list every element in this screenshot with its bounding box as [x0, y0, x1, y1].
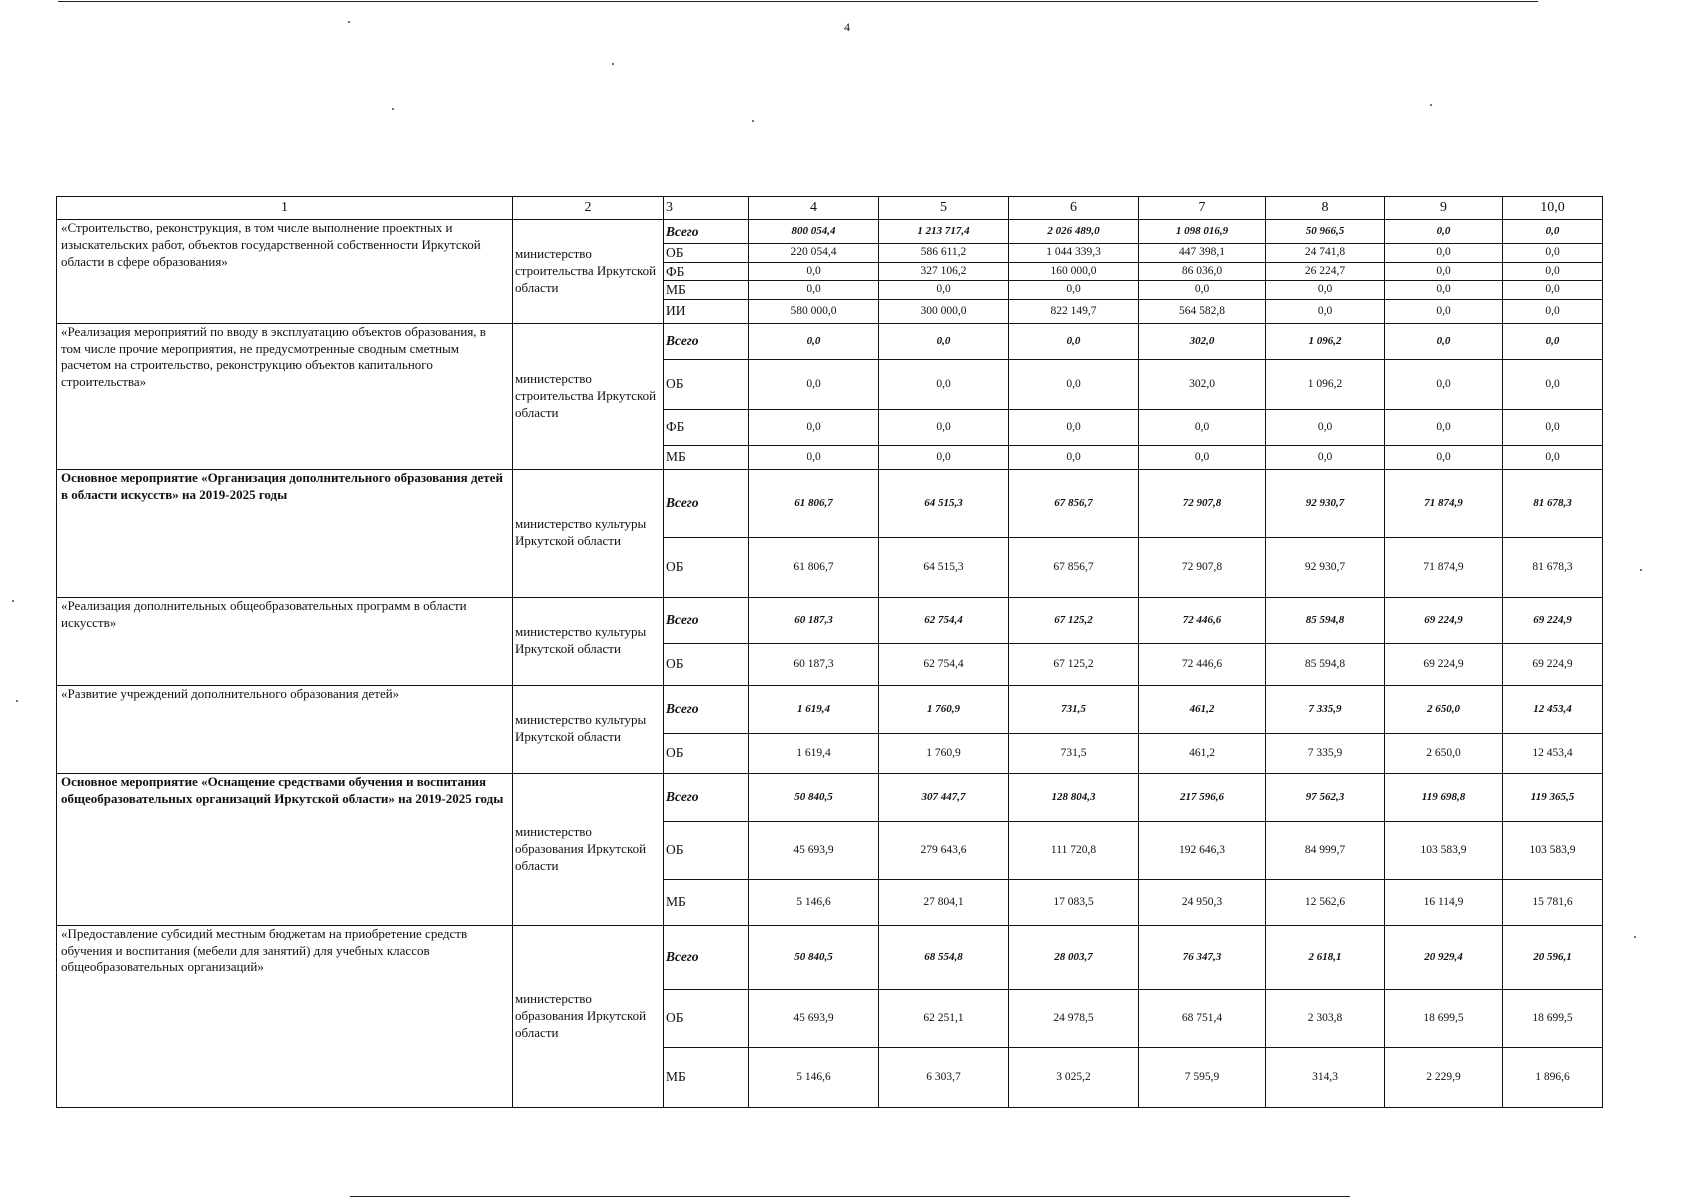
- amount-cell: 0,0: [879, 409, 1009, 445]
- amount-cell: 0,0: [1503, 359, 1603, 409]
- amount-cell: 26 224,7: [1266, 262, 1385, 281]
- amount-cell: 1 098 016,9: [1139, 220, 1266, 244]
- amount-cell: 2 618,1: [1266, 925, 1385, 989]
- responsible-org: министерство строительства Иркутской области: [513, 220, 664, 324]
- column-header: 9: [1385, 197, 1503, 220]
- amount-cell: 1 619,4: [749, 733, 879, 773]
- responsible-org: министерство культуры Иркутской области: [513, 597, 664, 685]
- amount-cell: 1 213 717,4: [879, 220, 1009, 244]
- amount-cell: 0,0: [749, 323, 879, 359]
- funding-source: Всего: [664, 925, 749, 989]
- responsible-org: министерство строительства Иркутской области: [513, 323, 664, 469]
- amount-cell: 81 678,3: [1503, 469, 1603, 537]
- amount-cell: 68 751,4: [1139, 989, 1266, 1047]
- amount-cell: 0,0: [749, 409, 879, 445]
- scan-speck: [1634, 936, 1636, 938]
- amount-cell: 3 025,2: [1009, 1047, 1139, 1107]
- activity-name: «Реализация мероприятий по вводу в эксплуатацию объектов образования, в том числе прочие мероприятия, не предусмотренные сводным сметным расчетом на строительство, реконструкцию объектов капитального строительства»: [57, 323, 513, 469]
- amount-cell: 72 446,6: [1139, 597, 1266, 643]
- scan-speck: [12, 600, 14, 602]
- amount-cell: 67 856,7: [1009, 537, 1139, 597]
- funding-source: ФБ: [664, 409, 749, 445]
- amount-cell: 447 398,1: [1139, 244, 1266, 263]
- funding-source: Всего: [664, 220, 749, 244]
- amount-cell: 1 760,9: [879, 685, 1009, 733]
- amount-cell: 12 453,4: [1503, 733, 1603, 773]
- amount-cell: 50 966,5: [1266, 220, 1385, 244]
- amount-cell: 86 036,0: [1139, 262, 1266, 281]
- funding-source: Всего: [664, 323, 749, 359]
- column-header: 8: [1266, 197, 1385, 220]
- amount-cell: 0,0: [1503, 409, 1603, 445]
- amount-cell: 28 003,7: [1009, 925, 1139, 989]
- table-row: [57, 220, 1603, 244]
- amount-cell: 2 650,0: [1385, 733, 1503, 773]
- amount-cell: 0,0: [749, 262, 879, 281]
- column-header: 10,0: [1503, 197, 1603, 220]
- amount-cell: 60 187,3: [749, 597, 879, 643]
- amount-cell: 7 335,9: [1266, 685, 1385, 733]
- budget-table: [56, 196, 1603, 1108]
- amount-cell: 18 699,5: [1503, 989, 1603, 1047]
- table-row: [57, 469, 1603, 537]
- funding-source: ИИ: [664, 299, 749, 323]
- amount-cell: 302,0: [1139, 359, 1266, 409]
- amount-cell: 2 650,0: [1385, 685, 1503, 733]
- funding-source: МБ: [664, 1047, 749, 1107]
- amount-cell: 6 303,7: [879, 1047, 1009, 1107]
- responsible-org: министерство культуры Иркутской области: [513, 469, 664, 597]
- amount-cell: 0,0: [1385, 409, 1503, 445]
- amount-cell: 61 806,7: [749, 469, 879, 537]
- amount-cell: 69 224,9: [1503, 597, 1603, 643]
- amount-cell: 0,0: [1009, 359, 1139, 409]
- amount-cell: 0,0: [1266, 445, 1385, 469]
- amount-cell: 0,0: [1385, 281, 1503, 300]
- table-row: [57, 685, 1603, 733]
- amount-cell: 580 000,0: [749, 299, 879, 323]
- amount-cell: 0,0: [879, 445, 1009, 469]
- amount-cell: 0,0: [1139, 445, 1266, 469]
- amount-cell: 7 595,9: [1139, 1047, 1266, 1107]
- amount-cell: 64 515,3: [879, 469, 1009, 537]
- column-header: 6: [1009, 197, 1139, 220]
- amount-cell: 62 754,4: [879, 643, 1009, 685]
- amount-cell: 84 999,7: [1266, 821, 1385, 879]
- funding-source: МБ: [664, 281, 749, 300]
- funding-source: ОБ: [664, 359, 749, 409]
- funding-source: ОБ: [664, 537, 749, 597]
- amount-cell: 0,0: [879, 359, 1009, 409]
- amount-cell: 0,0: [749, 281, 879, 300]
- column-header: 2: [513, 197, 664, 220]
- scan-border-top: [58, 1, 1538, 2]
- amount-cell: 461,2: [1139, 685, 1266, 733]
- column-header: 1: [57, 197, 513, 220]
- amount-cell: 1 896,6: [1503, 1047, 1603, 1107]
- amount-cell: 300 000,0: [879, 299, 1009, 323]
- amount-cell: 119 365,5: [1503, 773, 1603, 821]
- amount-cell: 5 146,6: [749, 879, 879, 925]
- table-row: [57, 323, 1603, 359]
- amount-cell: 0,0: [1385, 445, 1503, 469]
- page-number: 4: [844, 20, 850, 34]
- activity-name: «Предоставление субсидий местным бюджетам на приобретение средств обучения и воспитания (мебели для занятий) для учебных классов общеобразовательных организаций»: [57, 925, 513, 1107]
- funding-source: ФБ: [664, 262, 749, 281]
- amount-cell: 24 978,5: [1009, 989, 1139, 1047]
- responsible-org: министерство образования Иркутской области: [513, 925, 664, 1107]
- amount-cell: 0,0: [749, 445, 879, 469]
- table-row: [57, 925, 1603, 989]
- amount-cell: 69 224,9: [1503, 643, 1603, 685]
- amount-cell: 0,0: [1503, 445, 1603, 469]
- amount-cell: 62 754,4: [879, 597, 1009, 643]
- amount-cell: 2 229,9: [1385, 1047, 1503, 1107]
- amount-cell: 24 741,8: [1266, 244, 1385, 263]
- amount-cell: 279 643,6: [879, 821, 1009, 879]
- scan-border-bottom: [350, 1196, 1350, 1197]
- amount-cell: 67 125,2: [1009, 597, 1139, 643]
- amount-cell: 128 804,3: [1009, 773, 1139, 821]
- funding-source: Всего: [664, 685, 749, 733]
- amount-cell: 92 930,7: [1266, 469, 1385, 537]
- funding-source: МБ: [664, 445, 749, 469]
- amount-cell: 72 907,8: [1139, 537, 1266, 597]
- amount-cell: 45 693,9: [749, 989, 879, 1047]
- amount-cell: 67 856,7: [1009, 469, 1139, 537]
- scan-speck: [1640, 569, 1642, 571]
- amount-cell: 50 840,5: [749, 925, 879, 989]
- amount-cell: 76 347,3: [1139, 925, 1266, 989]
- activity-name: «Развитие учреждений дополнительного образования детей»: [57, 685, 513, 773]
- activity-name: Основное мероприятие «Оснащение средствами обучения и воспитания общеобразовательных организаций Иркутской области» на 2019-2025 годы: [57, 773, 513, 925]
- amount-cell: 5 146,6: [749, 1047, 879, 1107]
- amount-cell: 16 114,9: [1385, 879, 1503, 925]
- amount-cell: 27 804,1: [879, 879, 1009, 925]
- amount-cell: 800 054,4: [749, 220, 879, 244]
- amount-cell: 20 596,1: [1503, 925, 1603, 989]
- column-header: 3: [664, 197, 749, 220]
- amount-cell: 0,0: [1503, 244, 1603, 263]
- amount-cell: 731,5: [1009, 733, 1139, 773]
- amount-cell: 68 554,8: [879, 925, 1009, 989]
- funding-source: ОБ: [664, 733, 749, 773]
- amount-cell: 18 699,5: [1385, 989, 1503, 1047]
- amount-cell: 1 096,2: [1266, 359, 1385, 409]
- amount-cell: 0,0: [1009, 281, 1139, 300]
- amount-cell: 0,0: [1385, 299, 1503, 323]
- amount-cell: 103 583,9: [1503, 821, 1603, 879]
- funding-source: ОБ: [664, 643, 749, 685]
- amount-cell: 12 453,4: [1503, 685, 1603, 733]
- funding-source: ОБ: [664, 821, 749, 879]
- column-header: 5: [879, 197, 1009, 220]
- amount-cell: 97 562,3: [1266, 773, 1385, 821]
- scan-speck: [348, 21, 350, 23]
- amount-cell: 0,0: [1503, 281, 1603, 300]
- amount-cell: 85 594,8: [1266, 597, 1385, 643]
- table-row: [57, 597, 1603, 643]
- amount-cell: 61 806,7: [749, 537, 879, 597]
- amount-cell: 0,0: [1503, 262, 1603, 281]
- scan-speck: [612, 63, 614, 65]
- amount-cell: 220 054,4: [749, 244, 879, 263]
- amount-cell: 327 106,2: [879, 262, 1009, 281]
- amount-cell: 119 698,8: [1385, 773, 1503, 821]
- amount-cell: 307 447,7: [879, 773, 1009, 821]
- amount-cell: 81 678,3: [1503, 537, 1603, 597]
- amount-cell: 71 874,9: [1385, 469, 1503, 537]
- scan-speck: [16, 700, 18, 702]
- amount-cell: 7 335,9: [1266, 733, 1385, 773]
- amount-cell: 67 125,2: [1009, 643, 1139, 685]
- amount-cell: 72 446,6: [1139, 643, 1266, 685]
- funding-source: Всего: [664, 469, 749, 537]
- funding-source: ОБ: [664, 244, 749, 263]
- amount-cell: 69 224,9: [1385, 597, 1503, 643]
- amount-cell: 0,0: [1385, 244, 1503, 263]
- responsible-org: министерство образования Иркутской области: [513, 773, 664, 925]
- amount-cell: 71 874,9: [1385, 537, 1503, 597]
- amount-cell: 0,0: [1009, 445, 1139, 469]
- amount-cell: 72 907,8: [1139, 469, 1266, 537]
- amount-cell: 103 583,9: [1385, 821, 1503, 879]
- amount-cell: 1 096,2: [1266, 323, 1385, 359]
- amount-cell: 0,0: [1266, 299, 1385, 323]
- amount-cell: 1 619,4: [749, 685, 879, 733]
- amount-cell: 0,0: [1385, 262, 1503, 281]
- amount-cell: 564 582,8: [1139, 299, 1266, 323]
- funding-source: МБ: [664, 879, 749, 925]
- amount-cell: 0,0: [1139, 281, 1266, 300]
- amount-cell: 0,0: [1385, 220, 1503, 244]
- amount-cell: 0,0: [879, 323, 1009, 359]
- column-header: 4: [749, 197, 879, 220]
- amount-cell: 20 929,4: [1385, 925, 1503, 989]
- amount-cell: 0,0: [1266, 281, 1385, 300]
- amount-cell: 1 760,9: [879, 733, 1009, 773]
- amount-cell: 0,0: [1503, 323, 1603, 359]
- amount-cell: 302,0: [1139, 323, 1266, 359]
- amount-cell: 111 720,8: [1009, 821, 1139, 879]
- table-row: [57, 773, 1603, 821]
- amount-cell: 160 000,0: [1009, 262, 1139, 281]
- activity-name: «Строительство, реконструкция, в том числе выполнение проектных и изыскательских работ, объектов государственной собственности Иркутской области в сфере образования»: [57, 220, 513, 324]
- amount-cell: 2 303,8: [1266, 989, 1385, 1047]
- scan-speck: [1430, 104, 1432, 106]
- funding-source: Всего: [664, 597, 749, 643]
- amount-cell: 12 562,6: [1266, 879, 1385, 925]
- amount-cell: 0,0: [749, 359, 879, 409]
- amount-cell: 731,5: [1009, 685, 1139, 733]
- amount-cell: 92 930,7: [1266, 537, 1385, 597]
- amount-cell: 0,0: [1385, 359, 1503, 409]
- amount-cell: 217 596,6: [1139, 773, 1266, 821]
- scan-speck: [392, 108, 394, 110]
- amount-cell: 64 515,3: [879, 537, 1009, 597]
- amount-cell: 2 026 489,0: [1009, 220, 1139, 244]
- amount-cell: 0,0: [879, 281, 1009, 300]
- amount-cell: 461,2: [1139, 733, 1266, 773]
- amount-cell: 822 149,7: [1009, 299, 1139, 323]
- amount-cell: 1 044 339,3: [1009, 244, 1139, 263]
- activity-name: «Реализация дополнительных общеобразовательных программ в области искусств»: [57, 597, 513, 685]
- column-number-row: [57, 197, 1603, 220]
- amount-cell: 0,0: [1266, 409, 1385, 445]
- amount-cell: 586 611,2: [879, 244, 1009, 263]
- amount-cell: 0,0: [1503, 220, 1603, 244]
- amount-cell: 0,0: [1009, 323, 1139, 359]
- scan-speck: [752, 120, 754, 122]
- amount-cell: 45 693,9: [749, 821, 879, 879]
- amount-cell: 62 251,1: [879, 989, 1009, 1047]
- amount-cell: 50 840,5: [749, 773, 879, 821]
- activity-name: Основное мероприятие «Организация дополнительного образования детей в области искусств» на 2019-2025 годы: [57, 469, 513, 597]
- column-header: 7: [1139, 197, 1266, 220]
- responsible-org: министерство культуры Иркутской области: [513, 685, 664, 773]
- amount-cell: 24 950,3: [1139, 879, 1266, 925]
- funding-source: Всего: [664, 773, 749, 821]
- amount-cell: 85 594,8: [1266, 643, 1385, 685]
- amount-cell: 314,3: [1266, 1047, 1385, 1107]
- amount-cell: 0,0: [1385, 323, 1503, 359]
- amount-cell: 17 083,5: [1009, 879, 1139, 925]
- amount-cell: 192 646,3: [1139, 821, 1266, 879]
- funding-source: ОБ: [664, 989, 749, 1047]
- amount-cell: 60 187,3: [749, 643, 879, 685]
- amount-cell: 0,0: [1503, 299, 1603, 323]
- amount-cell: 15 781,6: [1503, 879, 1603, 925]
- amount-cell: 0,0: [1139, 409, 1266, 445]
- amount-cell: 69 224,9: [1385, 643, 1503, 685]
- amount-cell: 0,0: [1009, 409, 1139, 445]
